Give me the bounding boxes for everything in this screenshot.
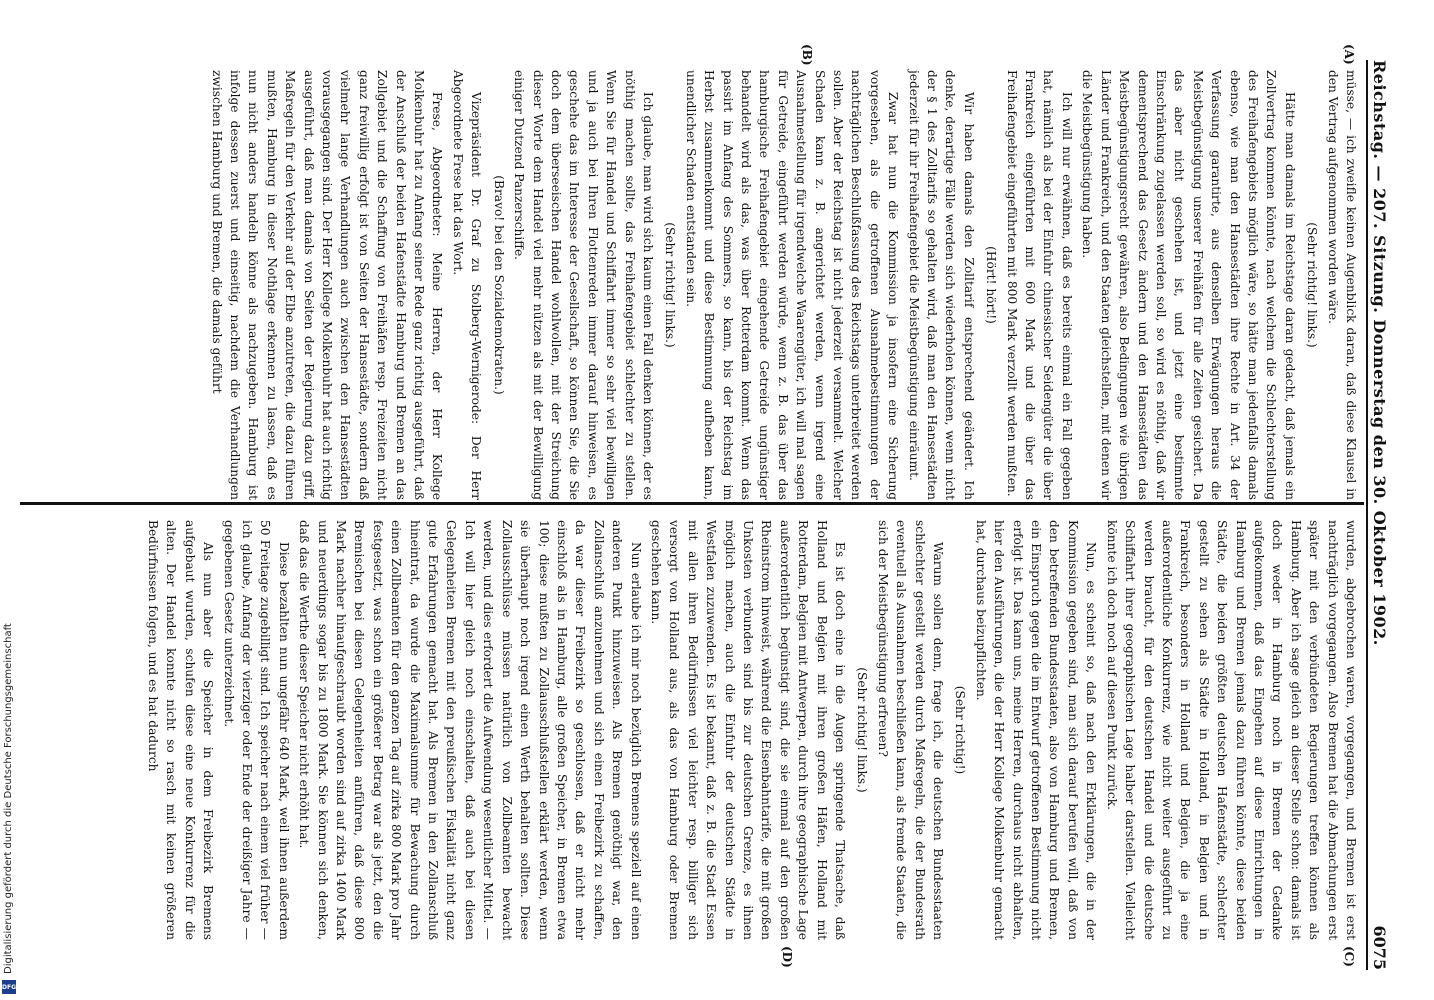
paragraph: Es ist doch eine in die Augen springende Thatsache, daß Holland und Belgien mit ihren großen Häfen, Holland mit Rotterdam, Belgien mit Antwerpen, durch ihre geographische Lage außerordentlich begünstigt sind, die sie einmal auf den großen Rheinstrom hinweist, während die Eisenbahntarife, die mit großen Unkosten verbunden sind bis zur deutschen Grenze, es ihnen möglich machen, auch die Einfuhr der deutschen Städte in Westfalen zuzuwenden. Es ist bekannt, daß z. B. die Stadt Essen mit allen ihren Bedürfnissen viel leichter resp. billiger sich versorgt von Holland aus, als das von Hamburg oder Bremen geschehen kann. (648, 520, 848, 940)
paragraph: müsse, — ich zweifle keinen Augenblick daran, daß diese Klausel in den Vertrag aufgenommen worden wäre. (1325, 70, 1358, 500)
paragraph: Zwar hat nun die Kommission ja insofern eine Sicherung vorgesehen, als die getroffenen Ausnahmebestimmungen der nachträglichen Beschlußfassung des Reichstags unterbreitet werden sollen. Aber der Reichstag ist nicht jederzeit versammelt. Welcher Schaden kann z. B. angerichtet werden, wenn irgend eine Ausnahmestellung für irgendwelche Waarengüter, ich will mal sagen für Getreide, eingeführt werden würde, wenn z. B. das über das hamburgische Freihafengebiet eingehende Getreide ungünstiger behandelt wird als das, was über Rotterdam kommt. Wenn das passirt im Anfang des Sommers, so kann, bis der Reichstag im Herbst zusammenkommt und diese Bestimmung aufheben kann, unendlicher Schaden entstanden sein. (683, 70, 901, 500)
left-column (20, 70, 1360, 500)
page-title: Reichstag. — 207. Sitzung. Donnerstag den 30. Oktober 1902. (1370, 60, 1389, 646)
remark: (Bravo! bei den Sozialdemokraten.) (491, 175, 506, 395)
paragraph: wurden, abgebrochen waren, vorgegangen, und Bremen ist erst nachträglich vorgegangen. Also Bremen hat die Abmachungen erst später mit den verbündeten Regierungen treffen können als Hamburg. Aber ich sage gleich an dieser Stelle schon: damals ist doch weder in Hamburg noch in Bremen der Gedanke aufgekommen, daß das Eingehen auf diese Einrichtungen in Hamburg und Bremen jemals dazu führen könnte, diese beiden Städte, die beiden größten deutschen Hafenstädte, schlechter gestellt zu sehen als Städte in Holland, in Belgien und in Frankreich, besonders in Holland und Belgien, die ja eine außerordentliche Konkurrenz, wie nicht weiter ausgeführt zu werden braucht, für den deutschen Handel und die deutsche Schiffahrt ihrer geographischen Lage halber darstellen. Vielleicht könnte ich doch noch auf diesen Punkt zurück. (1104, 520, 1358, 940)
paragraph: Warum sollen denn, frage ich, die deutschen Bundesstaaten schlechter gestellt werden durch Maßregeln, die der Bundesrath eventuell als Ausnahmen beschließen kann, als fremde Staaten, die sich der Meistbegünstigung erfreuen? (875, 520, 946, 940)
paragraph: Wir haben damals den Zolltarif entsprechend geändert. Ich denke, derartige Fälle werden sich wiederholen können, wenn nicht der § 1 des Zolltarifs so gehalten wird, daß man den Hansestädten jederzeit für ihr Freihafengebiet die Meistbegünstigung einräumt. (906, 70, 976, 500)
paragraph: Hätte man damals im Reichstage daran gedacht, daß jemals ein Zollvertrag kommen könnte, nach welchem die Schlechterstellung des Freihafengebiets möglich wäre, so hätte man jedenfalls damals ebenso, wie man den Hansestädten ihre Rechte in Art. 34 der Verfassung garantirte, aus denselben Erwägungen heraus die Meistbegünstigung unserer Freihäfen für alle Zeiten gesichert. Da das aber nicht geschehen ist, und jetzt eine bestimmte Einschränkung zugelassen werden soll, so wird es nöthig, daß wir dementsprechend das Gesetz ändern und den Hansestädten das Meistbegünstigungsrecht gewähren, also Bedingungen wie übrigen Länder und Frankreich, und den Staaten gleichstellen, mit denen wir die Meistbegünstigung haben. (1080, 70, 1297, 500)
paragraph: Ich glaube, man wird sich kaum einen Fall denken können, der es nöthig machen sollte, das Freihafengebiet schlechter zu stellen. Wenn Sie für Handel und Schiffahrt immer so sehr viel bewilligen und ja auch bei Ihren Flottenreden immer darauf hinweisen, es geschehe das im Interesse der Gesellschaft, so können Sie, die Sie doch dem überseeischen Handel wohlwollen, mit der Streichung dieser Worte dem Handel viel mehr nützen als mit der Bewilligung einiger Dutzend Panzerschiffe. (512, 70, 655, 500)
margin-mark-b: (B) (800, 44, 814, 66)
header-rule (1366, 60, 1368, 970)
remark: (Hört! hört!) (984, 246, 999, 324)
speaker-paragraph: Frese, Abgeordneter: Meine Herren, der Herr Kollege Molkenbuhr hat zu Anfang seiner Rede ganz richtig ausgeführt, daß der Anschluß der beiden Hafenstädte Hamburg und Bremen an das Zollgebiet und die Schaffung von Freihäfen resp. Freizeiten nicht ganz freiwillig erfolgt ist von Seiten der Hansestädte, sondern daß vielmehr lange Verhandlungen auch zwischen den Hansestädten vorausgegangen sind. Der Herr Kollege Molkenbuhr hat auch richtig ausgeführt, daß man damals von Seiten der Regierung dazu griff, Maßregeln für den Verkehr auf der Elbe anzutreten, die dazu führen mußten, Hamburg in dieser Nothlage erkennen zu lassen, daß es nun nicht anders handeln könne als nachzugeben. Hamburg ist infolge dessen zuerst und einseitig, nachdem die Verhandlungen zwischen Hamburg und Bremen, die damals geführt (209, 70, 445, 500)
remark: (Sehr richtig! links.) (855, 667, 870, 793)
speaker-paragraph: Vizepräsident Dr. Graf zu Stolberg-Wernigerode: Der Herr Abgeordnete Frese hat das Wort. (450, 70, 484, 500)
page-header (1370, 60, 1414, 970)
paragraph: Ich will nur erwähnen, daß es bereits einmal ein Fall gegeben hat, nämlich als bei der Einfuhr chinesischer Seidengüter die über Frankreich eingeführten mit 600 Mark und die über das Freihafengebiet eingeführten mit 800 Mark verzollt werden mußten. (1004, 70, 1074, 500)
paragraph: Nun, es scheint so, daß nach den Erklärungen, die in der Kommission gegeben sind, man sich darauf berufen will, daß von den betreffenden Bundesstaaten, also von Hamburg und Bremen, ein Einspruch gegen die im Entwurf getroffenen Bestimmung nicht erfolgt ist. Das kann uns, meine Herren, durchaus nicht abhalten, hier den Ausführungen, die der Herr Kollege Molkenbuhr gemacht hat, durchaus beizupflichten. (973, 520, 1099, 940)
digitization-credit (0, 0, 18, 1000)
dfg-logo-text: DFG (2, 983, 17, 991)
dfg-logo-icon (2, 980, 16, 994)
margin-mark-c: (C) (1342, 946, 1356, 967)
column-divider (20, 502, 1364, 505)
paragraph: Als nun aber die Speicher in dem Freibezirk Bremens aufgebaut wurden, schufen diese eine neue Konkurrenz für die alten. Der Handel konnte nicht so rasch mit keinen größeren Bedürfnissen folgen, und es hat dadurch (146, 520, 216, 940)
margin-mark-d: (D) (780, 946, 794, 968)
remark: (Sehr richtig!) (953, 685, 968, 775)
credit-text: Digitalisierung gefördert durch die Deutsche Forschungsgemeinschaft (3, 623, 14, 974)
remark: (Sehr richtig! links.) (1305, 222, 1320, 348)
right-column (20, 520, 1360, 940)
margin-mark-a: (A) (1342, 44, 1356, 65)
remark: (Sehr richtig! links.) (663, 222, 678, 348)
paragraph: Nun erlaube ich mir noch bezüglich Bremens speziell auf einen anderen Punkt hinzuweisen. Als Bremen genöthigt war, den Zollanschluß anzunehmen und sich einen Freibezirk zu schaffen, da war dieser Freibezirk so geschlossen, daß er nicht mehr einschloß als in Hamburg, alle großen Speicher, in Bremen etwa 100; diese mußten zu Zollausschlußstellen erklärt werden, wenn sie überhaupt noch irgend einen Werth behalten sollten. Diese Zollausschlüsse müssen natürlich von Zollbeamten bewacht werden, und dies erfordert die Aufwendung wesentlicher Mittel. — Ich will hier gleich noch einschalten, daß auch bei diesen Gelegenheiten Bremen mit den preußischen Fiskalität nicht ganz gute Erfahrungen gemacht hat. Als Bremen in den Zollanschluß hineintrat, da wurde die Maximalsumme für Bewachung durch einen Zollbeamten für den ganzen Tag auf zirka 800 Mark pro Jahr festgesetzt, was schon ein größerer Betrag war als jetzt, den die Bremischen bei diesen Gelegenheiten anführen, daß diese 800 Mark nachher hinaufgeschraubt worden sind auf zirka 1400 Mark und neuerdings sogar bis zu 1800 Mark. Sie können sich denken, daß das die Werthe dieser Speicher nicht erhöht hat. (297, 520, 643, 940)
paragraph: Diese bezahlten nun ungefähr 640 Mark, weil ihnen außerdem 50 Freitage zugebilligt sind. Ich speicher nach einem viel früher — ich glaube, Anfang der vierziger oder Ende der dreißiger Jahre — gegebenen Gesetz unterzeichnet. (221, 520, 291, 940)
page-number: 6075 (1370, 925, 1389, 970)
